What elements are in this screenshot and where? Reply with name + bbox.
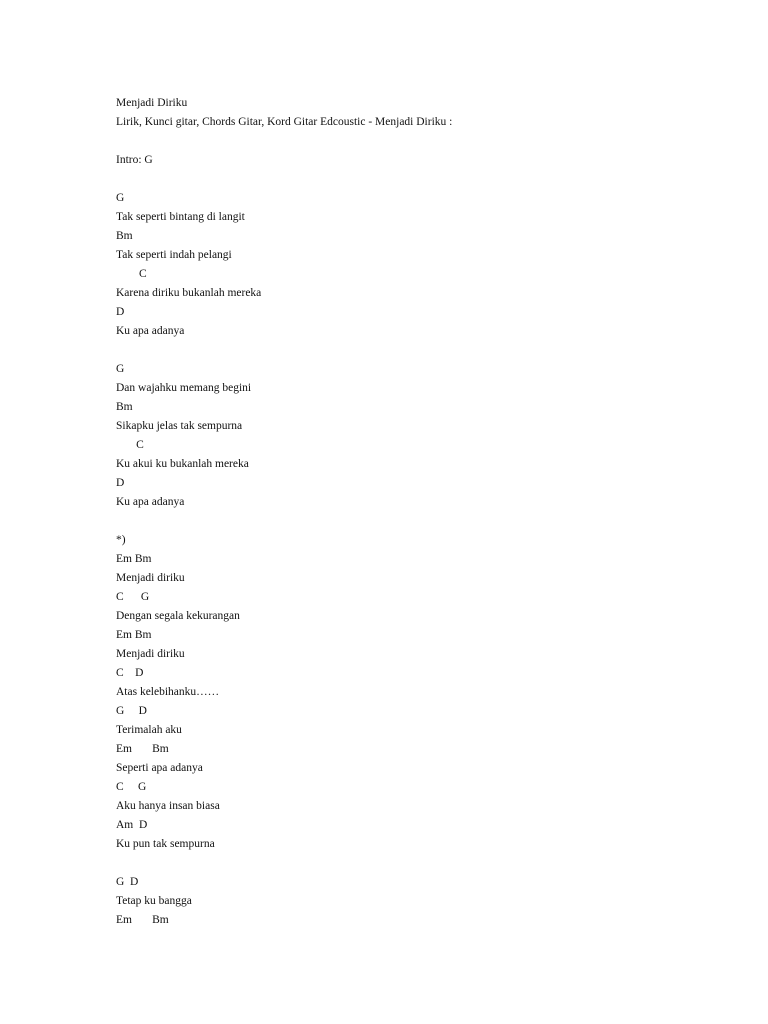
text-line: C D [116, 667, 144, 679]
text-line: Atas kelebihanku…… [116, 686, 220, 698]
text-line: Ku akui ku bukanlah mereka [116, 458, 249, 470]
text-line: Aku hanya insan biasa [116, 800, 220, 812]
text-line: Em Bm [116, 629, 152, 641]
text-line: D [116, 306, 125, 318]
text-line: Tetap ku bangga [116, 895, 192, 907]
text-line: Menjadi diriku [116, 648, 185, 660]
text-line: Sikapku jelas tak sempurna [116, 420, 243, 432]
text-line: G [116, 363, 125, 375]
blank-line [116, 854, 716, 873]
text-line: Bm [116, 230, 133, 242]
text-line: G [116, 192, 125, 204]
lyrics-body [116, 94, 716, 930]
text-line: Menjadi diriku [116, 572, 185, 584]
text-line: Em Bm [116, 553, 152, 565]
text-line: Dengan segala kekurangan [116, 610, 240, 622]
blank-line [116, 512, 716, 531]
text-line: D [116, 477, 125, 489]
text-line: Em Bm [116, 743, 169, 755]
text-line: *) [116, 534, 126, 546]
blank-line [116, 170, 716, 189]
text-line: Intro: G [116, 154, 153, 166]
text-line: Terimalah aku [116, 724, 182, 736]
song-title: Menjadi Diriku [116, 97, 188, 109]
song-subtitle: Lirik, Kunci gitar, Chords Gitar, Kord Gitar Edcoustic - Menjadi Diriku : [116, 116, 453, 128]
text-line: Ku apa adanya [116, 496, 185, 508]
text-line: C [116, 268, 147, 280]
text-line: Seperti apa adanya [116, 762, 203, 774]
text-line: Tak seperti bintang di langit [116, 211, 245, 223]
text-line: G D [116, 705, 147, 717]
text-line: C G [116, 591, 150, 603]
text-line: C G [116, 781, 147, 793]
text-line: Am D [116, 819, 148, 831]
text-line: Ku pun tak sempurna [116, 838, 215, 850]
blank-line [116, 341, 716, 360]
text-line: G D [116, 876, 139, 888]
text-line: Bm [116, 401, 133, 413]
text-line: Ku apa adanya [116, 325, 185, 337]
text-line: Dan wajahku memang begini [116, 382, 252, 394]
text-line: Em Bm [116, 914, 169, 926]
text-line: C [116, 439, 144, 451]
text-line: Karena diriku bukanlah mereka [116, 287, 262, 299]
text-line: Tak seperti indah pelangi [116, 249, 232, 261]
blank-line [116, 132, 716, 151]
